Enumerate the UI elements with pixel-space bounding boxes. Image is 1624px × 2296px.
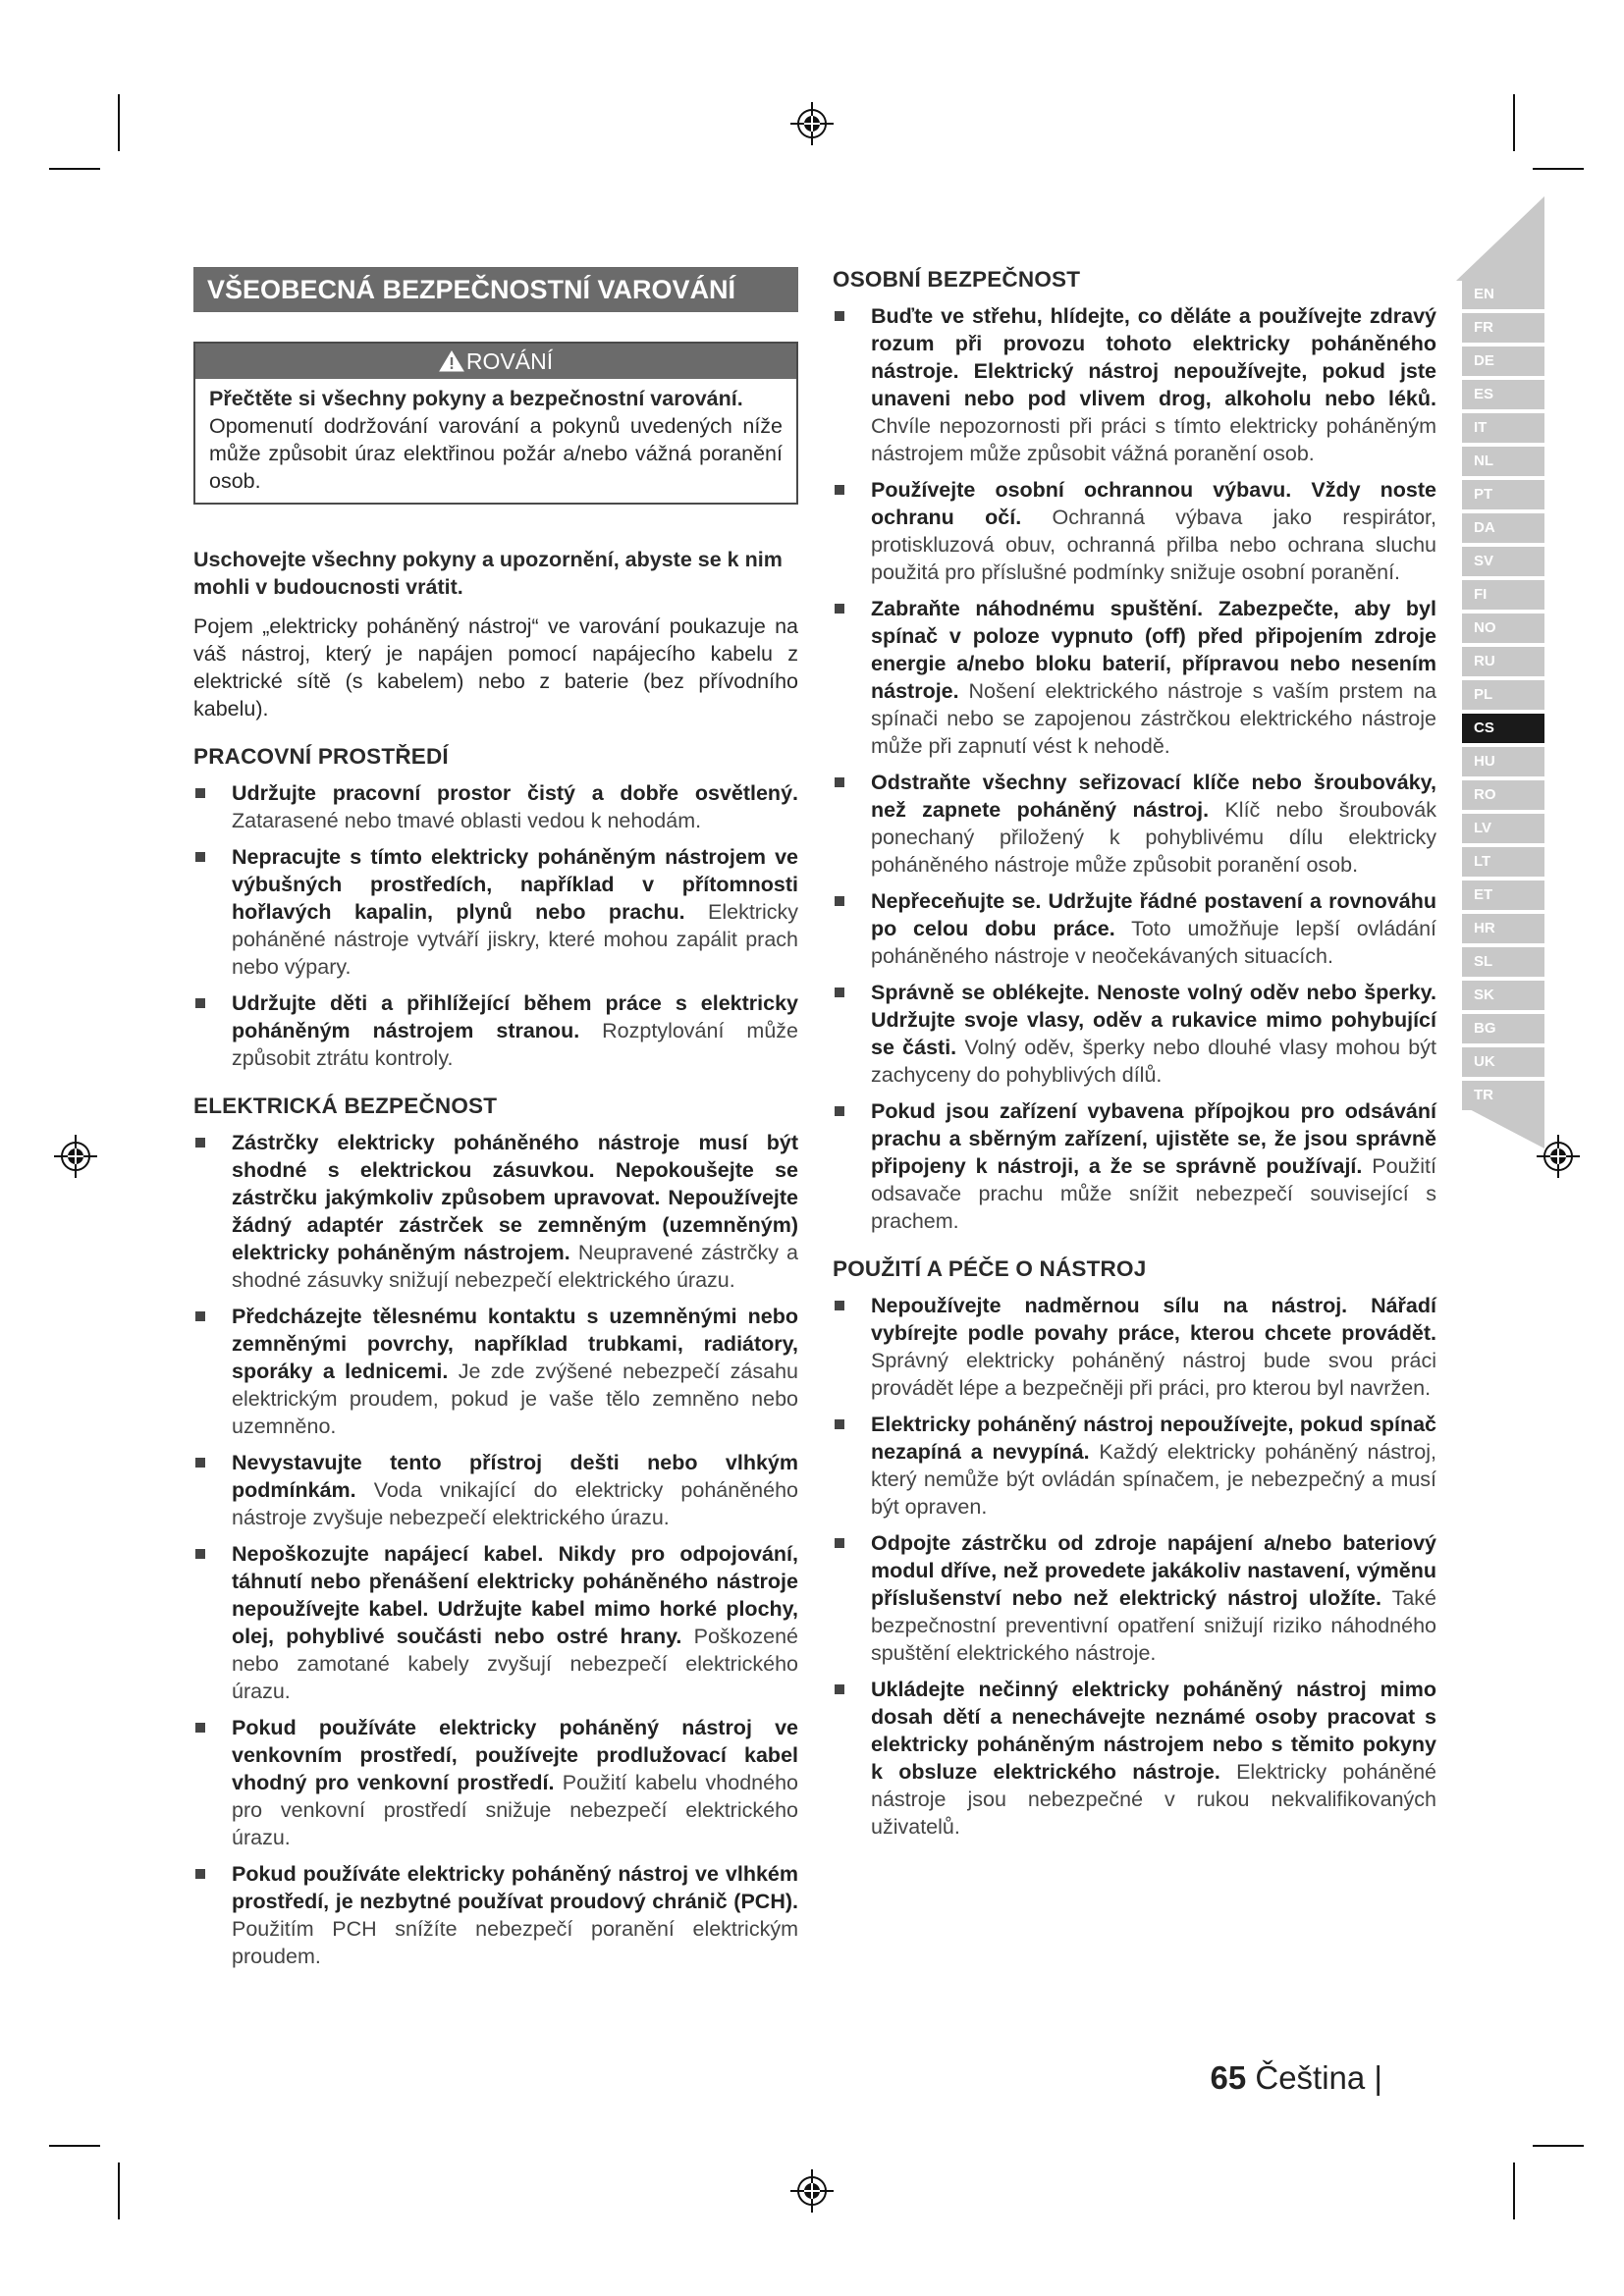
bullet-square-icon — [835, 311, 844, 321]
list-item — [833, 302, 1436, 467]
item-text: Každý elektricky poháněný nástroj, který nemůže být ovládán spínačem, je nebezpečný a musí být opraven. — [871, 1440, 1437, 1519]
bullet-square-icon — [195, 1138, 205, 1148]
item-text: Toto umožňuje lepší ovládání poháněného nástroje v neočekávaných situacích. — [871, 917, 1437, 968]
bullet-square-icon — [835, 1538, 844, 1548]
list-item — [833, 769, 1436, 879]
personal-safety-list — [833, 302, 1436, 1235]
tool-use-care-list — [833, 1292, 1436, 1841]
section-heading: OSOBNÍ BEZPEČNOST — [833, 267, 1081, 292]
item-text: Elektricky poháněné nástroje jsou nebezpečné v rukou nekvalifikovaných uživatelů. — [871, 1760, 1436, 1839]
bullet-square-icon — [835, 896, 844, 906]
list-item — [833, 1411, 1436, 1521]
page-footer — [1210, 2059, 1382, 2097]
language-tab-sv[interactable]: SV — [1462, 547, 1544, 576]
list-item — [833, 979, 1436, 1089]
item-text: Rozptylování může způsobit ztrátu kontroly. — [232, 1019, 798, 1070]
section-heading: ELEKTRICKÁ BEZPEČNOST — [193, 1094, 498, 1118]
item-text: Klíč nebo šroubovák ponechaný přiložený k pohyblivému dílu elektricky poháněného nástroje může způsobit poranění osob. — [871, 798, 1436, 877]
bullet-square-icon — [835, 777, 844, 787]
crop-mark — [1533, 2145, 1584, 2147]
list-item — [193, 1540, 798, 1705]
item-text: Je zde zvýšené nebezpečí zásahu elektrickým proudem, pokud je vaše tělo zemněno nebo uzemněno. — [232, 1360, 799, 1438]
page-number: 65 — [1210, 2059, 1247, 2096]
item-lead: Pokud jsou zařízení vybavena přípojkou pro odsávání prachu a sběrným zařízení, ujistěte se, že jsou správně připojeny k nástroji, a že se správně používají. — [871, 1099, 1436, 1178]
language-tab-pl[interactable]: PL — [1462, 680, 1544, 710]
crop-mark — [118, 94, 120, 151]
footer-separator: | — [1374, 2059, 1382, 2096]
item-text: Také bezpečnostní preventivní opatření snižují riziko náhodného spuštění elektrického nástroje. — [871, 1586, 1436, 1665]
language-tab-sk[interactable]: SK — [1462, 981, 1544, 1010]
bullet-square-icon — [195, 1311, 205, 1321]
language-tab-no[interactable]: NO — [1462, 614, 1544, 643]
language-tab-ru[interactable]: RU — [1462, 647, 1544, 676]
section-heading: PRACOVNÍ PROSTŘEDÍ — [193, 744, 449, 769]
language-tab-hu[interactable]: HU — [1462, 747, 1544, 776]
warning-box — [193, 342, 798, 505]
item-text: Použití odsavače prachu může snížit nebezpečí související s prachem. — [871, 1154, 1436, 1233]
item-lead: Odpojte zástrčku od zdroje napájení a/nebo bateriový modul dříve, než provedete jakákoliv nastavení, výměnu příslušenství nebo než elektrický nástroj uložíte. — [871, 1531, 1436, 1610]
item-text: Volný oděv, šperky nebo dlouhé vlasy mohou být zachyceny do pohyblivých dílů. — [871, 1036, 1436, 1087]
language-tab-en[interactable]: EN — [1462, 280, 1544, 309]
bullet-square-icon — [835, 1106, 844, 1116]
item-lead: Pokud používáte elektricky poháněný nástroj ve vlhkém prostředí, je nezbytné používat proudový chránič (PCH). — [232, 1862, 798, 1913]
warning-body — [195, 379, 796, 503]
item-lead: Udržujte děti a přihlížející během práce s elektricky poháněným nástrojem stranou. — [232, 991, 798, 1042]
list-item — [833, 1097, 1436, 1235]
item-lead: Předcházejte tělesnému kontaktu s uzemněnými nebo zemněnými povrchy, například trubkami, radiátory, sporáky a lednicemi. — [232, 1305, 798, 1383]
item-text: Voda vnikající do elektricky poháněného nástroje zvyšuje nebezpečí elektrického úrazu. — [232, 1478, 798, 1529]
item-text: Ochranná výbava jako respirátor, protiskluzová obuv, ochranná přilba nebo ochrana sluchu použitá pro příslušné podmínky snižuje osobní poranění. — [871, 506, 1436, 584]
bullet-square-icon — [195, 1723, 205, 1733]
language-tab-es[interactable]: ES — [1462, 380, 1544, 409]
item-lead: Elektricky poháněný nástroj nepoužívejte, pokud spínač nezapíná a nevypíná. — [871, 1413, 1436, 1464]
item-lead: Nevystavujte tento přístroj dešti nebo vlhkým podmínkám. — [232, 1451, 798, 1502]
keep-instructions-notice: Uschovejte všechny pokyny a upozornění, abyste se k nim mohli v budoucnosti vrátit. — [193, 548, 783, 599]
work-area-list — [193, 779, 798, 1072]
bullet-square-icon — [195, 852, 205, 862]
list-item — [193, 843, 798, 981]
registration-mark-icon — [790, 2169, 834, 2213]
bullet-square-icon — [835, 485, 844, 495]
footer-language: Čeština — [1255, 2059, 1366, 2096]
item-text: Použitím PCH snížíte nebezpečí poranění elektrickým proudem. — [232, 1917, 798, 1968]
item-lead: Nepracujte s tímto elektricky poháněným nástrojem ve výbušných prostředích, například v přítomnosti hořlavých kapalin, plynů nebo prachu. — [232, 845, 798, 924]
language-tab-de[interactable]: DE — [1462, 347, 1544, 376]
item-lead: Buďte ve střehu, hlídejte, co děláte a používejte zdravý rozum při provozu tohoto elektricky poháněného nástroje. Elektrický nástroj nepoužívejte, pokud jste unaveni nebo pod vlivem drog, alkoholu nebo léků. — [871, 304, 1436, 410]
language-tab-ro[interactable]: RO — [1462, 780, 1544, 810]
bullet-square-icon — [195, 1869, 205, 1879]
language-tab-hr[interactable]: HR — [1462, 914, 1544, 943]
item-text: Správný elektricky poháněný nástroj bude svou práci provádět lépe a bezpečněji při práci, pro kterou byl navržen. — [871, 1349, 1436, 1400]
bullet-square-icon — [835, 988, 844, 997]
crop-mark — [49, 2145, 100, 2147]
warning-header — [195, 344, 796, 379]
language-tabs — [1462, 280, 1544, 1114]
warning-triangle-icon — [439, 349, 464, 373]
registration-mark-icon — [790, 102, 834, 145]
list-item — [833, 595, 1436, 760]
item-lead: Odstraňte všechny seřizovací klíče nebo šroubováky, než zapnete poháněný nástroj. — [871, 771, 1436, 822]
list-item — [193, 1714, 798, 1851]
warning-text: Opomenutí dodržování varování a pokynů uvedených níže může způsobit úraz elektřinou požár a/nebo vážná poranění osob. — [209, 414, 783, 493]
bullet-square-icon — [835, 1419, 844, 1429]
item-lead: Nepoškozujte napájecí kabel. Nikdy pro odpojování, táhnutí nebo přenášení elektricky poháněného nástroje nepoužívejte kabel. Udržujte kabel mimo horké plochy, olej, pohyblivé součásti nebo ostré hrany. — [232, 1542, 798, 1648]
language-tab-lv[interactable]: LV — [1462, 814, 1544, 843]
power-tool-definition: Pojem „elektricky poháněný nástroj“ ve varování poukazuje na váš nástroj, který je napájen pomocí napájecího kabelu z elektrické sítě (s kabelem) nebo z baterie (bez přívodního kabelu). — [193, 614, 798, 721]
item-text: Nošení elektrického nástroje s vaším prstem na spínači nebo se zapojenou zástrčkou elektrického nástroje může při zapnutí vést k nehodě. — [871, 679, 1436, 758]
crop-mark — [1513, 2163, 1515, 2219]
list-item — [193, 1303, 798, 1440]
list-item — [833, 476, 1436, 586]
language-tab-et[interactable]: ET — [1462, 881, 1544, 910]
language-tab-it[interactable]: IT — [1462, 413, 1544, 443]
item-lead: Udržujte pracovní prostor čistý a dobře osvětlený. — [232, 781, 798, 805]
language-tab-cs[interactable]: CS — [1462, 714, 1544, 743]
item-lead: Ukládejte nečinný elektricky poháněný nástroj mimo dosah dětí a nenechávejte neznámé osoby pracovat s elektricky poháněným nástrojem nebo s těmito pokyny k obsluze elektrického nástroje. — [871, 1678, 1436, 1784]
language-tab-fi[interactable]: FI — [1462, 580, 1544, 610]
registration-mark-icon — [54, 1135, 97, 1178]
item-lead: Nepřeceňujte se. Udržujte řádné postavení a rovnováhu po celou dobu práce. — [871, 889, 1436, 940]
list-item — [193, 1860, 798, 1970]
item-text: Zatarasené nebo tmavé oblasti vedou k nehodám. — [232, 809, 702, 832]
list-item — [833, 887, 1436, 970]
bullet-square-icon — [195, 998, 205, 1008]
crop-mark — [1513, 94, 1515, 151]
item-text: Použití kabelu vhodného pro venkovní prostředí snižuje nebezpečí elektrického úrazu. — [232, 1771, 799, 1849]
list-item — [833, 1676, 1436, 1841]
language-tab-tr[interactable]: TR — [1462, 1081, 1544, 1110]
language-tab-triangle — [1456, 196, 1544, 281]
item-lead: Nepoužívejte nadměrnou sílu na nástroj. Nářadí vybírejte podle povahy práce, kterou chcete provádět. — [871, 1294, 1436, 1345]
bullet-square-icon — [835, 604, 844, 614]
item-lead: Zabraňte náhodnému spuštění. Zabezpečte, aby byl spínač v poloze vypnuto (off) před připojením zdroje energie a/nebo bloku baterií, přípravou nebo nesením nástroje. — [871, 597, 1436, 703]
bullet-square-icon — [835, 1684, 844, 1694]
list-item — [193, 1129, 798, 1294]
item-lead: Pokud používáte elektricky poháněný nástroj ve venkovním prostředí, používejte prodlužovací kabel vhodný pro venkovní prostředí. — [232, 1716, 798, 1794]
bullet-square-icon — [195, 1549, 205, 1559]
language-tab-bg[interactable]: BG — [1462, 1014, 1544, 1043]
left-column — [193, 267, 798, 1979]
item-text: Elektricky poháněné nástroje vytváří jiskry, které mohou zapálit prach nebo výpary. — [232, 900, 798, 979]
list-item — [193, 989, 798, 1072]
language-tab-tail — [1462, 1105, 1544, 1148]
item-text: Neupravené zástrčky a shodné zásuvky snižují nebezpečí elektrického úrazu. — [232, 1241, 798, 1292]
language-tab-fr[interactable]: FR — [1462, 313, 1544, 343]
section-banner: VŠEOBECNÁ BEZPEČNOSTNÍ VAROVÁNÍ — [193, 267, 798, 312]
item-lead: Používejte osobní ochrannou výbavu. Vždy noste ochranu očí. — [871, 478, 1436, 529]
crop-mark — [1533, 168, 1584, 170]
list-item — [833, 1529, 1436, 1667]
item-lead: Zástrčky elektricky poháněného nástroje musí být shodné s elektrickou zásuvkou. Nepokoušejte se zástrčku jakýmkoliv způsobem upravovat. Nepoužívejte žádný adaptér zástrček se zemněným (uzemněným) elektricky poháněným nástrojem. — [232, 1131, 798, 1264]
bullet-square-icon — [195, 1458, 205, 1468]
section-heading: POUŽITÍ A PÉČE O NÁSTROJ — [833, 1256, 1147, 1281]
item-lead: Správně se oblékejte. Nenoste volný oděv nebo šperky. Udržujte svoje vlasy, oděv a rukavice mimo pohybující se části. — [871, 981, 1436, 1059]
crop-mark — [118, 2163, 120, 2219]
bullet-square-icon — [195, 788, 205, 798]
item-text: Chvíle nepozornosti při práci s tímto elektricky poháněným nástrojem může způsobit vážná poranění osob. — [871, 414, 1436, 465]
list-item — [193, 779, 798, 834]
language-tab-uk[interactable]: UK — [1462, 1047, 1544, 1077]
bullet-square-icon — [835, 1301, 844, 1310]
item-text: Poškozené nebo zamotané kabely zvyšují nebezpečí elektrického úrazu. — [232, 1625, 798, 1703]
language-tab-da[interactable]: DA — [1462, 513, 1544, 543]
warning-title: ROVÁNÍ — [465, 348, 554, 374]
electrical-safety-list — [193, 1129, 798, 1970]
warning-lead: Přečtěte si všechny pokyny a bezpečnostní varování. — [209, 387, 743, 410]
list-item — [833, 1292, 1436, 1402]
language-tab-pt[interactable]: PT — [1462, 480, 1544, 509]
language-tab-sl[interactable]: SL — [1462, 947, 1544, 977]
crop-mark — [49, 168, 100, 170]
language-tab-lt[interactable]: LT — [1462, 847, 1544, 877]
right-column — [833, 267, 1436, 1849]
language-tab-nl[interactable]: NL — [1462, 447, 1544, 476]
list-item — [193, 1449, 798, 1531]
